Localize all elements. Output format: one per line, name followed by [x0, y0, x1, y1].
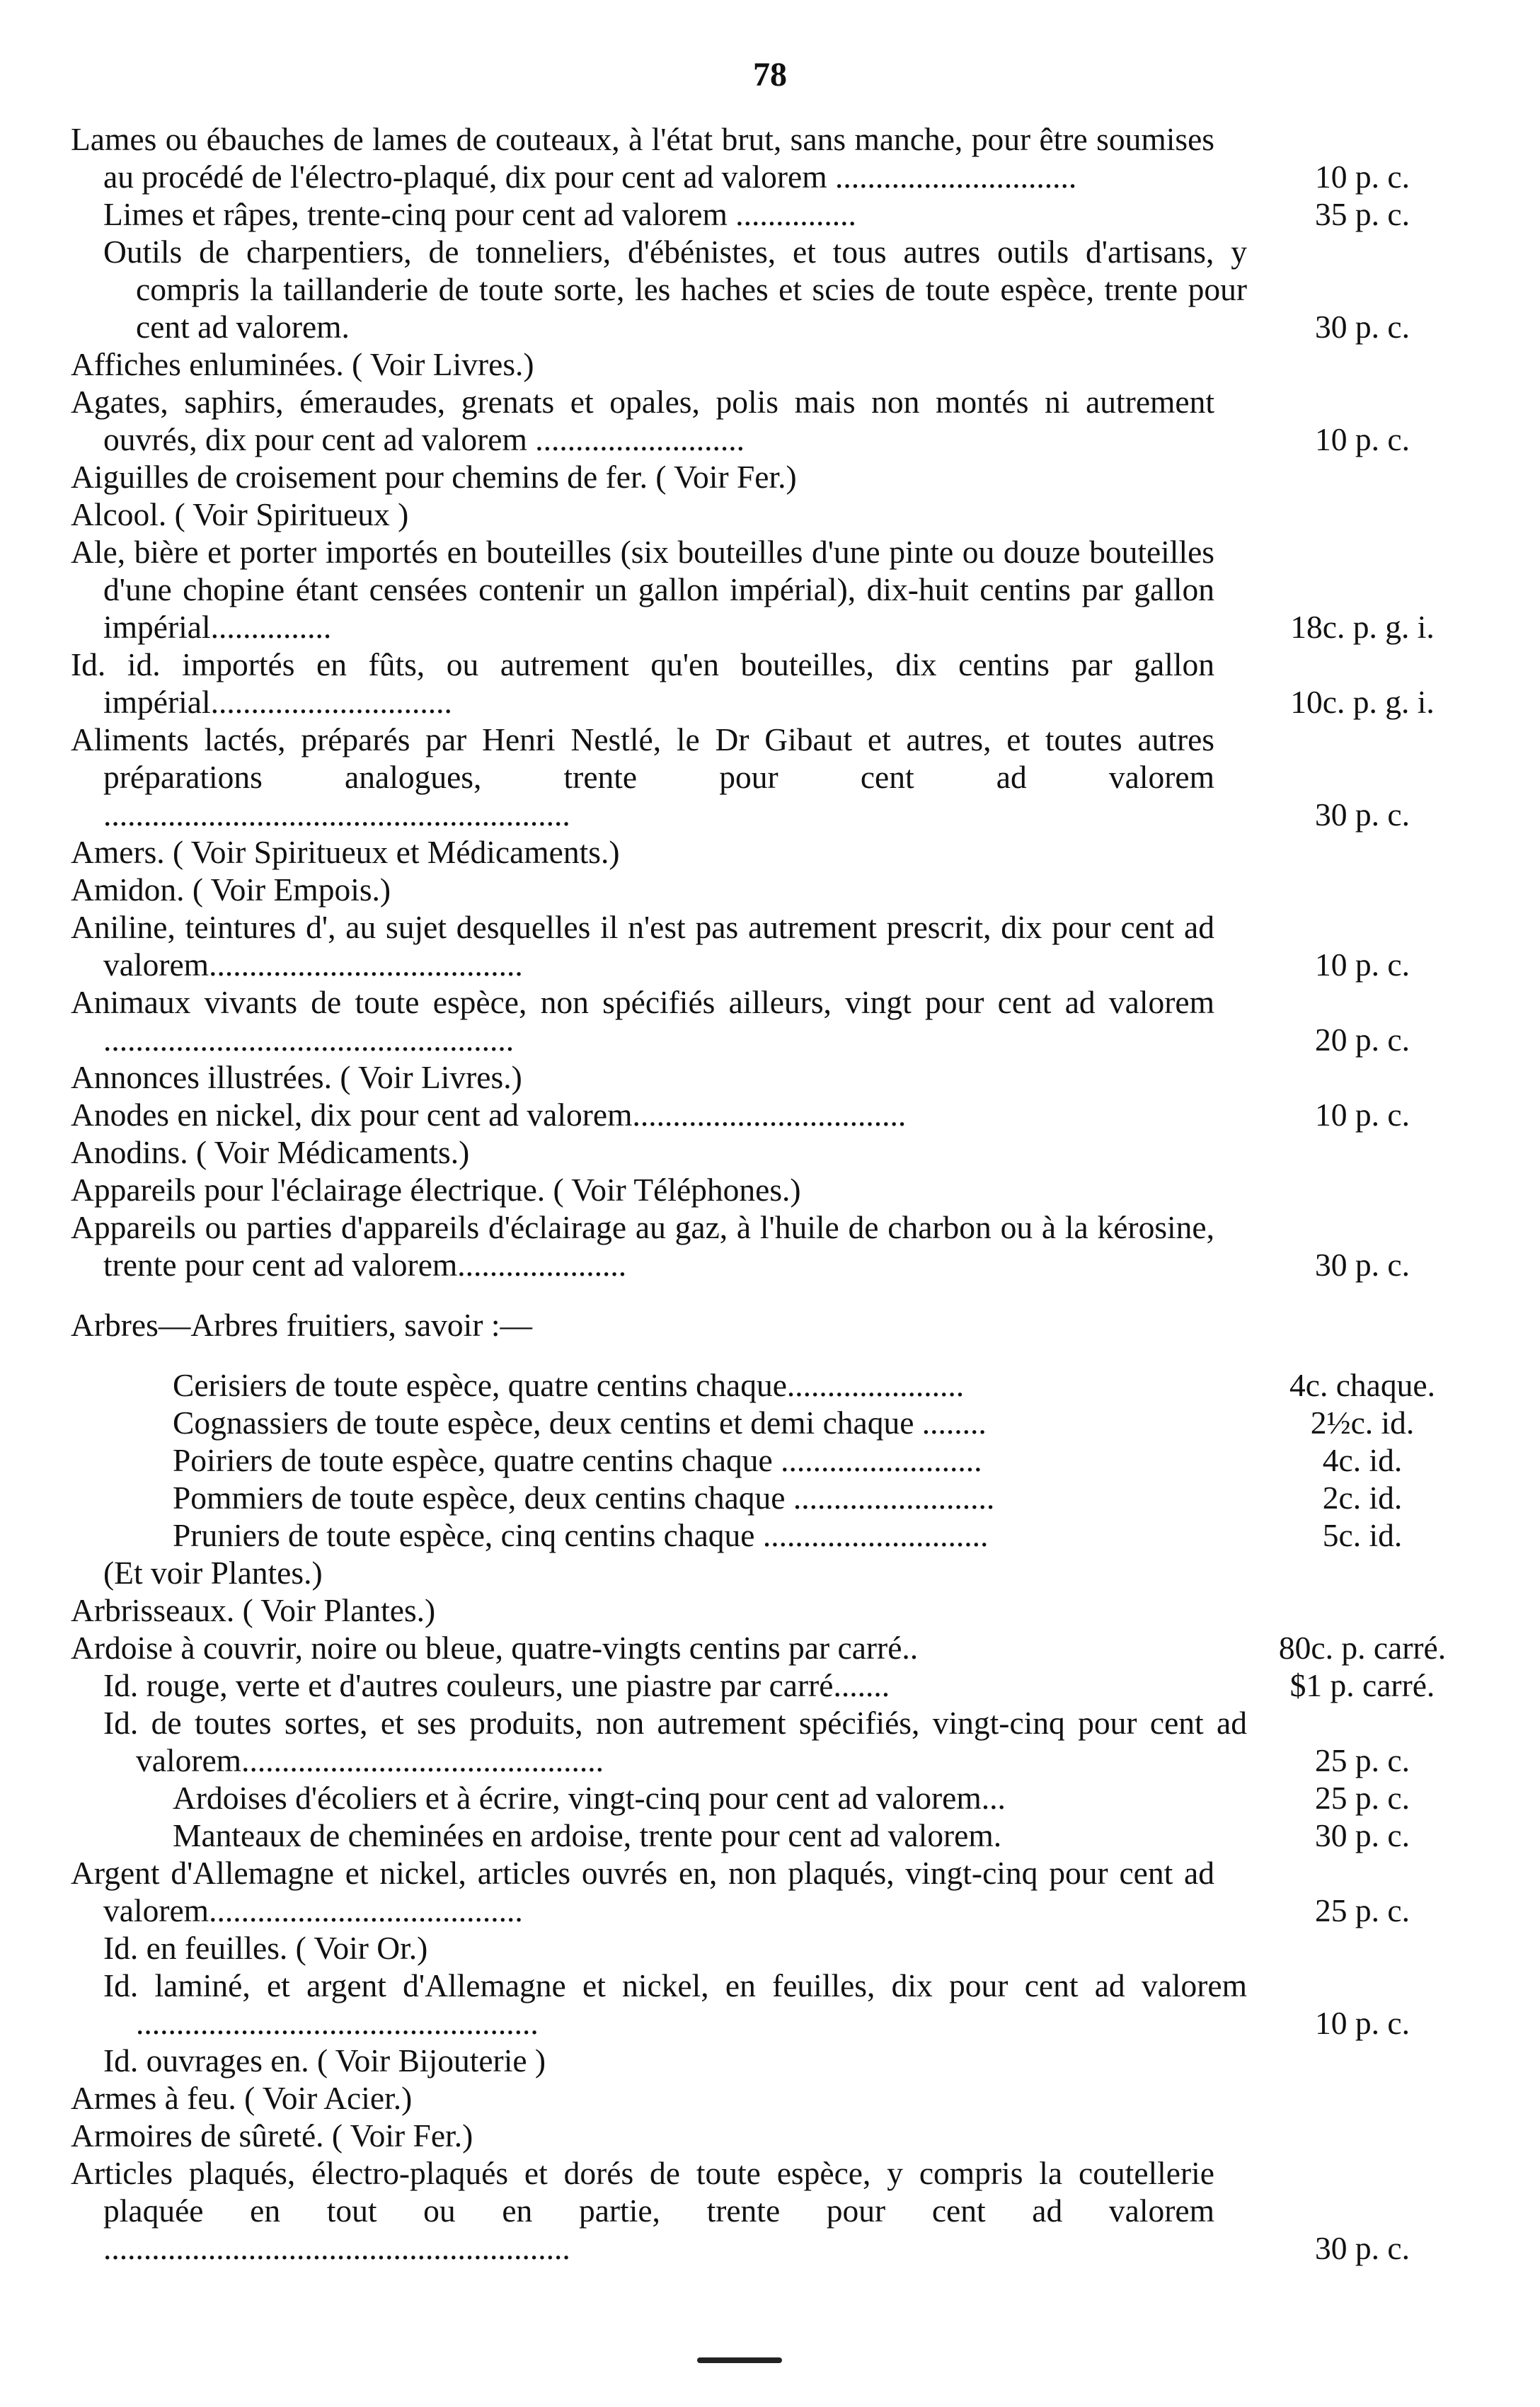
- tariff-entry: [71, 2154, 1479, 2267]
- entry-text: Id. ouvrages en. ( Voir Bijouterie ): [103, 2042, 546, 2079]
- entry-text: Id. de toutes sortes, et ses produits, non autrement spécifiés, vingt-cinq pour cent ad valorem.............................................: [103, 1705, 1247, 1778]
- tariff-entry: [71, 233, 1479, 345]
- entry-text: Animaux vivants de toute espèce, non spécifiés ailleurs, vingt pour cent ad valorem ...................................................: [71, 984, 1214, 1058]
- entry-rate: 10 p. c.: [1315, 421, 1410, 457]
- tariff-entry: [71, 195, 1479, 233]
- tariff-entry: [71, 833, 1479, 871]
- entry-text: Aiguilles de croisement pour chemins de fer. ( Voir Fer.): [71, 459, 797, 495]
- entry-text: Argent d'Allemagne et nickel, articles ouvrés en, non plaqués, vingt-cinq pour cent ad valorem.......................................: [71, 1855, 1214, 1928]
- entry-text: Lames ou ébauches de lames de couteaux, à l'état brut, sans manche, pour être soumises au procédé de l'électro-plaqué, dix pour cent ad valorem ..............................: [71, 121, 1214, 195]
- entry-rate: 30 p. c.: [1315, 309, 1410, 345]
- tariff-entry: [71, 1704, 1479, 1779]
- entry-rate: 30 p. c.: [1315, 2230, 1410, 2266]
- entry-text: Outils de charpentiers, de tonneliers, d'ébénistes, et tous autres outils d'artisans, y compris la taillanderie de toute sorte, les haches et scies de toute espèce, trente pour cent ad valorem.: [103, 234, 1247, 345]
- entry-text: Anodes en nickel, dix pour cent ad valorem..................................: [71, 1097, 907, 1133]
- entry-rate: 2½c. id.: [1310, 1405, 1415, 1441]
- tariff-entry: [71, 1208, 1479, 1283]
- entry-text: Id. en feuilles. ( Voir Or.): [103, 1930, 428, 1966]
- tariff-entry: [71, 1967, 1479, 2042]
- entry-rate: 30 p. c.: [1315, 1817, 1410, 1853]
- entry-text: Ale, bière et porter importés en bouteilles (six bouteilles d'une pinte ou douze bouteilles d'une chopine étant censées contenir un gallon impérial), dix-huit centins par gallon impérial...............: [71, 534, 1214, 645]
- tariff-entries-list: [71, 120, 1479, 2267]
- entry-text: Id. id. importés en fûts, ou autrement qu'en bouteilles, dix centins par gallon impérial..............................: [71, 646, 1214, 720]
- entry-text: (Et voir Plantes.): [103, 1555, 323, 1591]
- tariff-entry: [71, 458, 1479, 496]
- tariff-entry: [71, 1058, 1479, 1096]
- entry-text: Poiriers de toute espèce, quatre centins chaque .........................: [173, 1442, 982, 1478]
- entry-text: Appareils ou parties d'appareils d'éclairage au gaz, à l'huile de charbon ou à la kérosine, trente pour cent ad valorem.....................: [71, 1209, 1214, 1283]
- tariff-entry: [71, 721, 1479, 833]
- tariff-entry: [71, 1096, 1479, 1133]
- entry-rate: 25 p. c.: [1315, 1892, 1410, 1928]
- tariff-entry: [71, 2079, 1479, 2117]
- entry-rate: 20 p. c.: [1315, 1022, 1410, 1058]
- entry-rate: 30 p. c.: [1315, 796, 1410, 833]
- tariff-entry: [71, 1666, 1479, 1704]
- entry-text: Cognassiers de toute espèce, deux centins et demi chaque ........: [173, 1405, 987, 1441]
- tariff-entry: [71, 1854, 1479, 1929]
- entry-text: Affiches enluminées. ( Voir Livres.): [71, 346, 534, 382]
- tariff-entry: [71, 1404, 1479, 1441]
- tariff-entry: [71, 1779, 1479, 1817]
- entry-text: Limes et râpes, trente-cinq pour cent ad valorem ...............: [103, 196, 856, 232]
- tariff-entry: [71, 1366, 1479, 1404]
- entry-text: Arbres—Arbres fruitiers, savoir :—: [71, 1307, 532, 1343]
- entry-text: Amidon. ( Voir Empois.): [71, 871, 391, 908]
- tariff-entry: [71, 345, 1479, 383]
- entry-rate: 35 p. c.: [1315, 196, 1410, 232]
- entry-text: Cerisiers de toute espèce, quatre centins chaque......................: [173, 1367, 965, 1403]
- tariff-entry: [71, 1133, 1479, 1171]
- entry-rate: 25 p. c.: [1315, 1780, 1410, 1816]
- tariff-entry: [71, 1441, 1479, 1479]
- entry-text: Pruniers de toute espèce, cinq centins chaque ............................: [173, 1517, 989, 1553]
- tariff-entry: [71, 983, 1479, 1058]
- entry-text: Aniline, teintures d', au sujet desquelles il n'est pas autrement prescrit, dix pour cent ad valorem.......................................: [71, 909, 1214, 983]
- tariff-entry: [71, 1479, 1479, 1516]
- entry-text: Id. laminé, et argent d'Allemagne et nickel, en feuilles, dix pour cent ad valorem ..................................................: [103, 1967, 1247, 2041]
- tariff-entry: [71, 1629, 1479, 1666]
- entry-rate: 2c. id.: [1322, 1480, 1403, 1516]
- entry-rate: 4c. chaque.: [1289, 1367, 1435, 1403]
- entry-text: Armes à feu. ( Voir Acier.): [71, 2080, 413, 2116]
- tariff-entry: [71, 1591, 1479, 1629]
- tariff-entry: [71, 496, 1479, 533]
- tariff-entry: [71, 908, 1479, 983]
- page-number: 78: [753, 56, 787, 93]
- entry-text: Arbrisseaux. ( Voir Plantes.): [71, 1592, 436, 1628]
- entry-rate: 10c. p. g. i.: [1290, 684, 1435, 720]
- entry-text: Annonces illustrées. ( Voir Livres.): [71, 1059, 522, 1095]
- entry-rate: 80c. p. carré.: [1278, 1630, 1447, 1666]
- tariff-entry: [71, 1171, 1479, 1208]
- entry-rate: 5c. id.: [1322, 1517, 1403, 1553]
- tariff-entry: [71, 533, 1479, 646]
- entry-rate: 4c. id.: [1322, 1442, 1403, 1478]
- entry-text: Manteaux de cheminées en ardoise, trente pour cent ad valorem.: [173, 1817, 1002, 1853]
- entry-text: Alcool. ( Voir Spiritueux ): [71, 496, 409, 532]
- entry-rate: 10 p. c.: [1315, 947, 1410, 983]
- tariff-entry: [71, 120, 1479, 195]
- tariff-entry: [71, 1516, 1479, 1554]
- tariff-entry: [71, 2042, 1479, 2079]
- tariff-entry: [71, 2117, 1479, 2154]
- printer-mark: [697, 2357, 782, 2363]
- entry-rate: $1 p. carré.: [1289, 1667, 1435, 1703]
- entry-text: Appareils pour l'éclairage électrique. ( Voir Téléphones.): [71, 1172, 801, 1208]
- entry-text: Amers. ( Voir Spiritueux et Médicaments.): [71, 834, 620, 870]
- entry-text: Ardoises d'écoliers et à écrire, vingt-cinq pour cent ad valorem...: [173, 1780, 1006, 1816]
- entry-rate: 30 p. c.: [1315, 1247, 1410, 1283]
- entry-rate: 10 p. c.: [1315, 2005, 1410, 2041]
- tariff-entry: [71, 1817, 1479, 1854]
- entry-text: Id. rouge, verte et d'autres couleurs, une piastre par carré.......: [103, 1667, 890, 1703]
- entry-text: Aliments lactés, préparés par Henri Nestlé, le Dr Gibaut et autres, et toutes autres préparations analogues, trente pour cent ad valorem ..........................................................: [71, 721, 1214, 833]
- entry-rate: 10 p. c.: [1315, 1097, 1410, 1133]
- entry-rate: 10 p. c.: [1315, 159, 1410, 195]
- tariff-entry: [71, 646, 1479, 721]
- entry-rate: 18c. p. g. i.: [1290, 609, 1435, 645]
- entry-text: Anodins. ( Voir Médicaments.): [71, 1134, 470, 1170]
- tariff-entry: [71, 383, 1479, 458]
- entry-text: Agates, saphirs, émeraudes, grenats et opales, polis mais non montés ni autrement ouvrés, dix pour cent ad valorem ..........................: [71, 384, 1214, 457]
- tariff-entry: [71, 1306, 1479, 1344]
- entry-text: Ardoise à couvrir, noire ou bleue, quatre-vingts centins par carré..: [71, 1630, 919, 1666]
- tariff-entry: [71, 1554, 1479, 1591]
- entry-text: Articles plaqués, électro-plaqués et dorés de toute espèce, y compris la coutellerie plaquée en tout ou en partie, trente pour cent ad valorem ..........................................................: [71, 2155, 1214, 2266]
- entry-text: Armoires de sûreté. ( Voir Fer.): [71, 2117, 473, 2154]
- entry-rate: 25 p. c.: [1315, 1742, 1410, 1778]
- tariff-entry: [71, 871, 1479, 908]
- entry-text: Pommiers de toute espèce, deux centins chaque .........................: [173, 1480, 995, 1516]
- tariff-entry: [71, 1929, 1479, 1967]
